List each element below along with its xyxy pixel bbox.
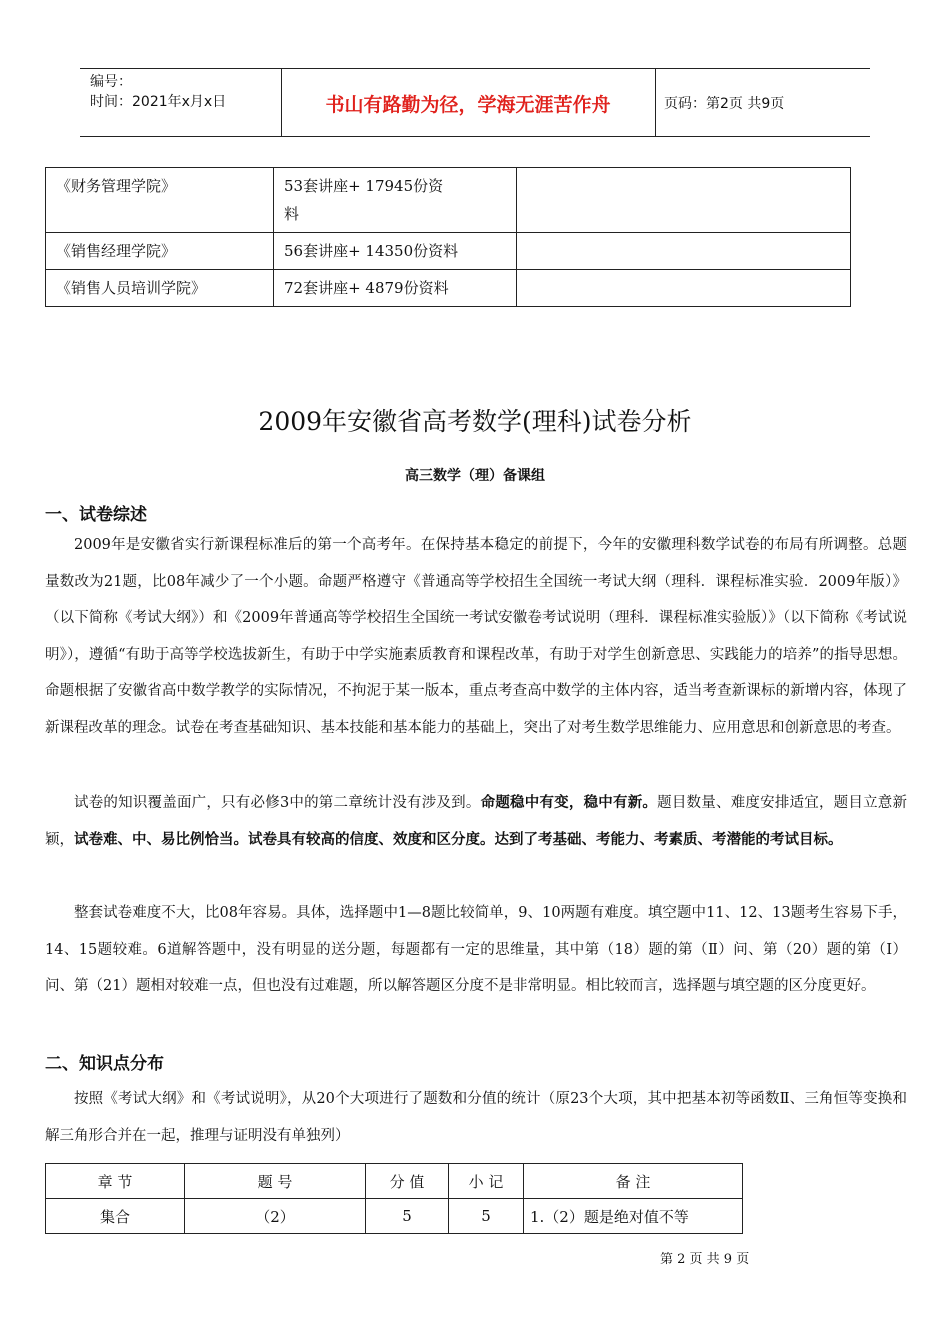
paragraph-emphasis: 命题稳中有变，稳中有新。 bbox=[480, 795, 658, 811]
header-divider bbox=[655, 68, 656, 136]
table-row bbox=[46, 233, 851, 270]
paragraph-emphasis: 试卷难、中、易比例恰当。试卷具有较高的信度、效度和区分度。达到了考基础、考能力、考素质、考潜能的考试目标。 bbox=[74, 831, 843, 848]
resource-desc-line: 料 bbox=[284, 205, 300, 223]
table-row bbox=[46, 1199, 743, 1234]
table-cell: 集合 bbox=[46, 1199, 185, 1234]
document-title: 2009年安徽省高考数学(理科)试卷分析 bbox=[258, 407, 692, 436]
resource-note bbox=[517, 233, 851, 270]
table-row bbox=[46, 168, 851, 233]
column-header: 分 值 bbox=[366, 1164, 449, 1199]
header-bottom-rule bbox=[80, 136, 870, 137]
table-row bbox=[46, 270, 851, 307]
resource-name: 《财务管理学院》 bbox=[46, 168, 274, 233]
column-header: 章 节 bbox=[46, 1164, 185, 1199]
table-cell: 5 bbox=[449, 1199, 524, 1234]
paragraph-text: 试卷的知识覆盖面广，只有必修3中的第二章统计没有涉及到。 bbox=[74, 795, 481, 811]
section-heading: 一、试卷综述 bbox=[45, 505, 147, 525]
header-page-info: 页码：第2页 共9页 bbox=[664, 96, 785, 112]
section-heading: 二、知识点分布 bbox=[45, 1054, 164, 1074]
document-subtitle: 高三数学（理）备课组 bbox=[405, 468, 545, 484]
table-cell: 1.（2）题是绝对值不等 bbox=[524, 1199, 743, 1234]
header-top-rule bbox=[80, 68, 870, 69]
resource-name: 《销售经理学院》 bbox=[46, 233, 274, 270]
paragraph-text: 题目数量、难度安排适宜，题目立意新颖， bbox=[45, 795, 908, 848]
resource-table bbox=[45, 167, 851, 307]
resource-desc: 56套讲座+ 14350份资料 bbox=[274, 233, 517, 270]
header-left bbox=[90, 72, 226, 112]
resource-desc: 72套讲座+ 4879份资料 bbox=[274, 270, 517, 307]
column-header: 小 记 bbox=[449, 1164, 524, 1199]
time-label: 时间：2021年x月x日 bbox=[90, 94, 227, 110]
number-label: 编号： bbox=[90, 74, 132, 90]
paragraph: 2009年是安徽省实行新课程标准后的第一个高考年。在保持基本稳定的前提下，今年的安徽理科数学试卷的布局有所调整。总题量数改为21题，比08年减少了一个小题。命题严格遵守《普通高等学校招生全国统一考试大纲（理科．课程标准实验．2009年版）》（以下简称《考试大纲》）和《2009年普通高等学校招生全国统一考试安徽卷考试说明（理科．课程标准实验版）》（以下简称《考试说明》），遵循“有助于高等学校选拔新生，有助于中学实施素质教育和课程改革，有助于对学生创新意思、实践能力的培养”的指导思想。命题根据了安徽省高中数学教学的实际情况，不拘泥于某一版本，重点考查高中数学的主体内容，适当考查新课标的新增内容，体现了新课程改革的理念。试卷在考查基础知识、基本技能和基本能力的基础上，突出了对考生数学思维能力、应用意思和创新意思的考查。 bbox=[45, 537, 907, 736]
resource-desc bbox=[274, 168, 517, 233]
resource-name: 《销售人员培训学院》 bbox=[46, 270, 274, 307]
resource-note bbox=[517, 270, 851, 307]
paragraph bbox=[45, 785, 907, 858]
paragraph: 按照《考试大纲》和《考试说明》，从20个大项进行了题数和分值的统计（原23个大项，其中把基本初等函数Ⅱ、三角恒等变换和解三角形合并在一起，推理与证明没有单独列） bbox=[45, 1091, 907, 1144]
table-cell: （2） bbox=[185, 1199, 366, 1234]
page-footer: 第 2 页 共 9 页 bbox=[660, 1252, 750, 1267]
column-header: 题 号 bbox=[185, 1164, 366, 1199]
resource-note bbox=[517, 168, 851, 233]
column-header: 备 注 bbox=[524, 1164, 743, 1199]
knowledge-distribution-table bbox=[45, 1163, 743, 1234]
resource-desc-line: 53套讲座+ 17945份资 bbox=[284, 177, 444, 195]
table-cell: 5 bbox=[366, 1199, 449, 1234]
table-header-row bbox=[46, 1164, 743, 1199]
header-motto: 书山有路勤为径，学海无涯苦作舟 bbox=[325, 94, 611, 116]
paragraph: 整套试卷难度不大，比08年容易。具体，选择题中1—8题比较简单，9、10两题有难度。填空题中11、12、13题考生容易下手，14、15题较难。6道解答题中，没有明显的送分题，每题都有一定的思维量，其中第（18）题的第（Ⅱ）问、第（20）题的第（Ⅰ）问、第（21）题相对较难一点，但也没有过难题，所以解答题区分度不是非常明显。相比较而言，选择题与填空题的区分度更好。 bbox=[45, 905, 907, 994]
